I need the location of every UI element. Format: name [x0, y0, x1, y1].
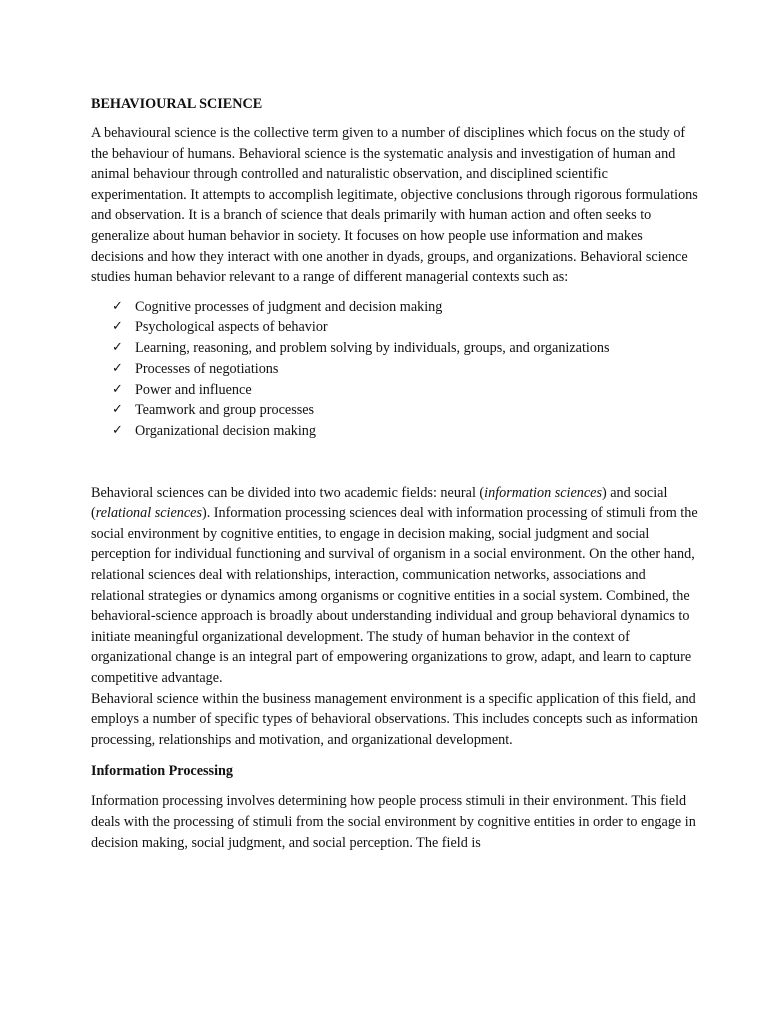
- fields-text-3: ). Information processing sciences deal with information processing of stimuli from the social environment by cognitive entities, to engage in decision making, social judgment and social perception for individual functioning and survival of organism in a social environment. On the other hand, relational sciences deal with relationships, interaction, communication networks, associations and relational strategies or dynamics among organisms or cognitive entities in a social system. Combined, the behavioral-science approach is broadly about understanding individual and group behavioral dynamics to initiate meaningful organizational development. The study of human behavior in the context of organizational change is an integral part of empowering organizations to grow, adapt, and learn to capture competitive advantage.: [91, 505, 698, 687]
- fields-paragraph: [91, 483, 698, 689]
- list-item-text: Learning, reasoning, and problem solving by individuals, groups, and organizations: [135, 340, 610, 357]
- checkmark-icon: ✓: [112, 360, 123, 376]
- list-item-text: Cognitive processes of judgment and decision making: [135, 298, 443, 315]
- section-heading-information-processing: Information Processing: [91, 763, 233, 780]
- checkmark-icon: ✓: [112, 319, 123, 335]
- checkmark-icon: ✓: [112, 298, 123, 314]
- list-item: [112, 421, 698, 442]
- checkmark-icon: ✓: [112, 340, 123, 356]
- document-title: BEHAVIOURAL SCIENCE: [91, 96, 263, 112]
- fields-text-2: ) and social (: [91, 484, 668, 522]
- intro-paragraph: A behavioural science is the collective term given to a number of disciplines which focus on the study of the behaviour of humans. Behavioral science is the systematic analysis and investigation of human and animal behaviour through controlled and naturalistic observation, and disciplined scientific experimentation. It attempts to accomplish legitimate, objective conclusions through rigorous formulations and observation. It is a branch of science that deals primarily with human action and often seeks to generalize about human behavior in society. It focuses on how people use information and makes decisions and how they interact with one another in dyads, groups, and organizations. Behavioral science studies human behavior relevant to a range of different managerial contexts such as:: [91, 125, 698, 286]
- information-sciences-term: information sciences: [484, 484, 602, 501]
- list-item: [112, 400, 698, 421]
- list-item-text: Power and influence: [135, 381, 252, 398]
- list-item: [112, 359, 698, 380]
- relational-sciences-term: relational sciences: [95, 505, 202, 522]
- checkmark-icon: ✓: [112, 402, 123, 418]
- managerial-contexts-list: [91, 297, 698, 442]
- list-item-text: Processes of negotiations: [135, 360, 279, 377]
- checkmark-icon: ✓: [112, 381, 123, 397]
- fields-text-1: Behavioral sciences can be divided into two academic fields: neural (: [91, 484, 485, 501]
- list-item-text: Teamwork and group processes: [135, 402, 315, 419]
- list-item: [112, 338, 698, 359]
- list-item: [112, 317, 698, 338]
- business-paragraph: Behavioral science within the business management environment is a specific application of this field, and employs a number of specific types of behavioral observations. This includes concepts such as information processing, relationships and motivation, and organizational development.: [91, 690, 698, 748]
- list-item-text: Organizational decision making: [135, 422, 316, 439]
- information-processing-paragraph: Information processing involves determining how people process stimuli in their environment. This field deals with the processing of stimuli from the social environment by cognitive entities in order to engage in decision making, social judgment, and social perception. The field is: [91, 793, 696, 851]
- list-item-text: Psychological aspects of behavior: [135, 319, 328, 336]
- list-item: [112, 297, 698, 318]
- list-item: [112, 380, 698, 401]
- checkmark-icon: ✓: [112, 422, 123, 438]
